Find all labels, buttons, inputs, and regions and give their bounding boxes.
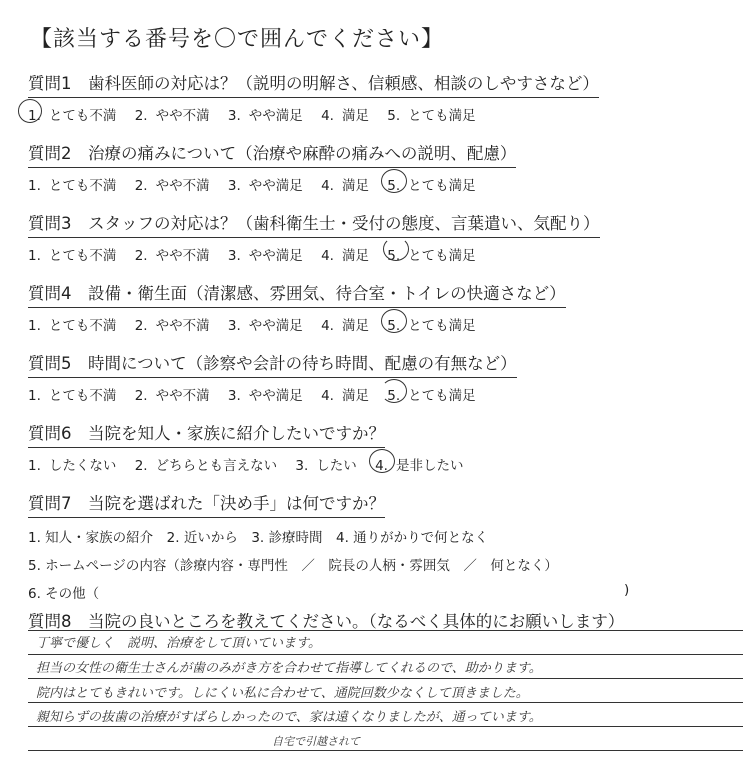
question-6: [28, 420, 477, 474]
answer-text-4: 親知らずの抜歯の治療がすばらしかったので、家は遠くなりましたが、通っています。: [36, 710, 542, 725]
question-7: [28, 490, 630, 602]
q7-options-line-1[interactable]: 1. 知人・家族の紹介 2. 近いから 3. 診療時間 4. 通りがかりで何となく: [28, 530, 489, 546]
question-5-options: [28, 384, 517, 404]
question-1-title: 質問1 歯科医師の対応は？（説明の明解さ、信頼感、相談のしやすさなど）: [28, 70, 599, 98]
question-2: [28, 140, 516, 194]
answer-text-3: 院内はとてもきれいです。しにくい私に合わせて、通院回数少なくして頂きました。: [36, 686, 529, 701]
answer-text-1: 丁寧で優しく 説明、治療をして頂いています。: [36, 636, 321, 651]
question-6-title: 質問6 当院を知人・家族に紹介したいですか？: [28, 420, 385, 448]
question-6-options: [28, 454, 477, 474]
question-4: [28, 280, 566, 334]
q3-option-1[interactable]: 1. とても不満: [28, 248, 117, 264]
question-5-title: 質問5 時間について（診察や会計の待ち時間、配慮の有無など）: [28, 350, 517, 378]
q5-option-2[interactable]: 2. やや不満: [134, 388, 210, 404]
answer-line: [28, 678, 743, 679]
q7-other-close: ): [624, 582, 630, 598]
q4-option-5[interactable]: 5. とても満足: [387, 314, 475, 334]
answer-line: [28, 726, 743, 727]
selection-circle-icon: [381, 379, 407, 403]
selection-circle-icon: [369, 449, 395, 473]
question-1: [28, 70, 599, 124]
q7-options-line-2[interactable]: 5. ホームページの内容（診療内容・専門性 ／ 院長の人柄・雰囲気 ／ 何となく）: [28, 558, 558, 574]
q2-option-1[interactable]: 1. とても不満: [28, 178, 117, 194]
answer-line: [28, 750, 743, 751]
q4-option-4[interactable]: 4. 満足: [321, 318, 369, 334]
q5-option-5[interactable]: 5. とても満足: [387, 384, 475, 404]
q5-option-3[interactable]: 3. やや満足: [227, 388, 303, 404]
q7-other-label: 6. その他（: [28, 586, 100, 602]
q6-option-3[interactable]: 3. したい: [295, 458, 357, 474]
q7-options-line-3[interactable]: [28, 582, 630, 602]
q3-option-3[interactable]: 3. やや満足: [227, 248, 303, 264]
q5-option-1[interactable]: 1. とても不満: [28, 388, 117, 404]
selection-circle-icon: [381, 309, 407, 333]
selection-circle-icon: [383, 237, 409, 261]
q4-option-2[interactable]: 2. やや不満: [134, 318, 210, 334]
q6-option-2[interactable]: 2. どちらとも言えない: [134, 458, 278, 474]
q2-option-4[interactable]: 4. 満足: [321, 178, 369, 194]
question-4-title: 質問4 設備・衛生面（清潔感、雰囲気、待合室・トイレの快適さなど）: [28, 280, 566, 308]
q1-option-5[interactable]: 5. とても満足: [387, 108, 476, 124]
question-8-title: 質問8 当院の良いところを教えてください。（なるべく具体的にお願いします）: [28, 612, 625, 631]
q2-option-3[interactable]: 3. やや満足: [227, 178, 303, 194]
question-4-options: [28, 314, 566, 334]
question-1-options: [28, 104, 599, 124]
form-header: 【該当する番号を〇で囲んでください】: [30, 27, 445, 52]
q3-option-5[interactable]: 5. とても満足: [387, 244, 475, 264]
q2-option-5[interactable]: 5. とても満足: [387, 174, 475, 194]
q6-option-4[interactable]: 4. 是非したい: [375, 454, 463, 474]
question-5: [28, 350, 517, 404]
question-3-options: [28, 244, 600, 264]
question-3: [28, 210, 600, 264]
answer-line: [28, 630, 743, 631]
question-3-title: 質問3 スタッフの対応は？（歯科衛生士・受付の態度、言葉遣い、気配り）: [28, 210, 600, 238]
answer-line: [28, 654, 743, 655]
answer-text-5: 自宅で引越されて: [272, 735, 360, 748]
q4-option-1[interactable]: 1. とても不満: [28, 318, 117, 334]
question-7-title: 質問7 当院を選ばれた「決め手」は何ですか？: [28, 490, 385, 518]
selection-circle-icon: [18, 99, 42, 123]
q2-option-2[interactable]: 2. やや不満: [134, 178, 210, 194]
q3-option-4[interactable]: 4. 満足: [321, 248, 369, 264]
q6-option-1[interactable]: 1. したくない: [28, 458, 117, 474]
q3-option-2[interactable]: 2. やや不満: [134, 248, 210, 264]
q1-option-2[interactable]: 2. やや不満: [134, 108, 210, 124]
q1-option-1[interactable]: 1. とても不満: [28, 104, 116, 124]
q1-option-4[interactable]: 4. 満足: [321, 108, 369, 124]
answer-line: [28, 702, 743, 703]
selection-circle-icon: [381, 169, 407, 193]
question-2-title: 質問2 治療の痛みについて（治療や麻酔の痛みへの説明、配慮）: [28, 140, 516, 168]
answer-text-2: 担当の女性の衛生士さんが歯のみがき方を合わせて指導してくれるので、助かります。: [36, 661, 542, 676]
q5-option-4[interactable]: 4. 満足: [321, 388, 369, 404]
question-2-options: [28, 174, 516, 194]
q4-option-3[interactable]: 3. やや満足: [227, 318, 303, 334]
q1-option-3[interactable]: 3. やや満足: [227, 108, 303, 124]
